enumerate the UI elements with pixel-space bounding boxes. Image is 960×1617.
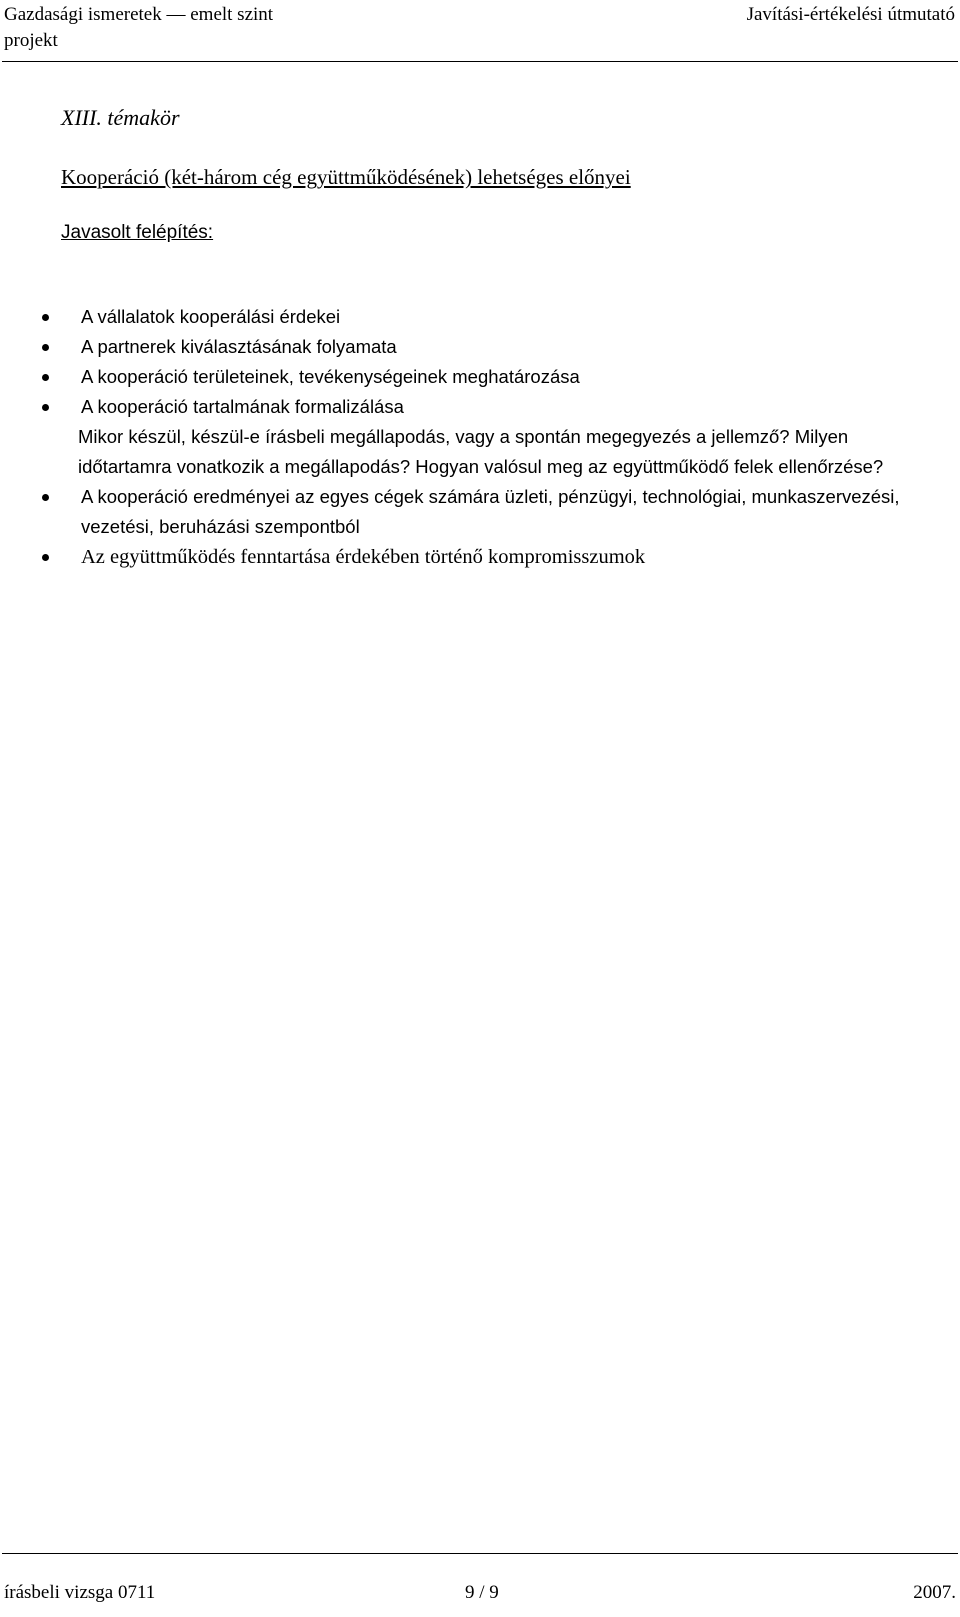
header-subject-line2: projekt [4,30,58,51]
header-subject: Gazdasági ismeretek — emelt szint [4,4,274,25]
list-item [0,392,960,422]
bullet-icon [42,344,49,351]
list-note [0,422,960,482]
header-left [4,2,273,54]
page-number: 9 / 9 [465,1582,499,1603]
list-item-text: A kooperáció tartalmának formalizálása [81,396,404,417]
bullet-icon [42,374,49,381]
list-item-text: A vállalatok kooperálási érdekei [81,306,341,327]
list-item [0,332,960,362]
list-item-text: A kooperáció területeinek, tevékenységeinek meghatározása [81,366,580,387]
list-note-text: Mikor készül, készül-e írásbeli megállapodás, vagy a spontán megegyezés a jellemző? Milyen időtartamra vonatkozik a megállapodás? Hogyan valósul meg az együttműködő felek ellenőrzése? [78,426,884,477]
page-title: Kooperáció (két-három cég együttműködésének) lehetséges előnyei [61,165,631,189]
bullet-icon [42,494,49,501]
footer-year: 2007. [913,1582,956,1603]
bullet-icon [42,554,49,561]
bullet-icon [42,314,49,321]
footer-exam-code: írásbeli vizsga 0711 [4,1582,156,1603]
header-right: Javítási-értékelési útmutató [746,4,955,25]
topic-heading: XIII. témakör [61,105,180,130]
list-item-text: A kooperáció eredményei az egyes cégek számára üzleti, pénzügyi, technológiai, munkaszervezési, vezetési, beruházási szempontból [81,486,900,537]
bullet-icon [42,404,49,411]
list-item-text: A partnerek kiválasztásának folyamata [81,336,397,357]
structure-subheading: Javasolt felépítés: [61,222,214,243]
header-divider [2,61,958,62]
list-item [0,482,960,542]
list-item [0,542,960,572]
footer-divider [2,1553,958,1554]
list-item [0,302,960,332]
list-item [0,362,960,392]
list-item-text: Az együttműködés fenntartása érdekében történő kompromisszumok [81,546,646,568]
outline-list [0,302,960,572]
